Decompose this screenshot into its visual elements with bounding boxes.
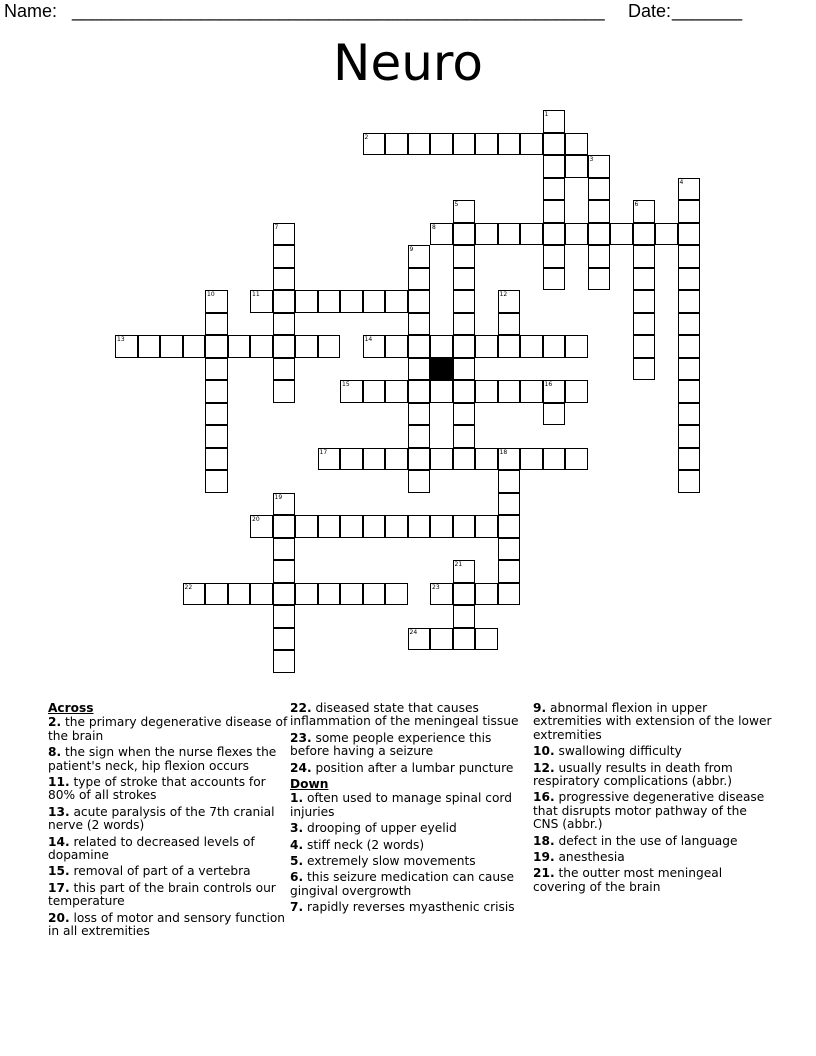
clue-item [48, 716, 288, 743]
grid-cell[interactable] [408, 313, 431, 336]
grid-cell[interactable] [138, 335, 161, 358]
grid-cell[interactable] [205, 358, 228, 381]
grid-cell[interactable] [543, 245, 566, 268]
clue-number-label: 17. [48, 880, 70, 895]
grid-cell[interactable] [543, 155, 566, 178]
grid-cell[interactable] [408, 290, 431, 313]
grid-cell[interactable] [273, 290, 296, 313]
grid-cell[interactable] [363, 335, 386, 358]
grid-cell[interactable] [543, 403, 566, 426]
grid-cell[interactable] [430, 448, 453, 471]
grid-cell[interactable] [453, 290, 476, 313]
clue-number-label: 14. [48, 834, 70, 849]
clue-number: 11 [252, 291, 260, 298]
grid-cell[interactable] [453, 358, 476, 381]
clue-item [48, 882, 288, 909]
clue-text: position after a lumbar puncture [311, 760, 514, 775]
grid-cell[interactable] [678, 290, 701, 313]
clue-text: the sign when the nurse flexes the patient's neck, hip flexion occurs [48, 745, 277, 773]
grid-cell[interactable] [318, 448, 341, 471]
clue-item [533, 702, 773, 742]
grid-cell[interactable] [565, 448, 588, 471]
clue-number-label: 1. [290, 791, 304, 806]
grid-cell[interactable] [520, 223, 543, 246]
grid-cell[interactable] [475, 515, 498, 538]
grid-cell[interactable] [498, 515, 521, 538]
grid-cell[interactable] [183, 335, 206, 358]
grid-cell[interactable] [205, 583, 228, 606]
clue-text: type of stroke that accounts for 80% of all strokes [48, 775, 266, 803]
grid-cell[interactable] [655, 223, 678, 246]
grid-cell[interactable] [363, 515, 386, 538]
grid-cell[interactable] [565, 335, 588, 358]
grid-cell[interactable] [273, 223, 296, 246]
grid-cell[interactable] [453, 628, 476, 651]
grid-cell[interactable] [453, 245, 476, 268]
grid-cell[interactable] [475, 223, 498, 246]
grid-cell[interactable] [453, 515, 476, 538]
clue-number: 10 [207, 291, 215, 298]
grid-cell[interactable] [340, 448, 363, 471]
grid-cell[interactable] [408, 470, 431, 493]
grid-cell[interactable] [205, 380, 228, 403]
clue-number-label: 8. [48, 745, 62, 760]
grid-cell[interactable] [498, 133, 521, 156]
clue-number-label: 23. [290, 730, 312, 745]
grid-cell[interactable] [250, 335, 273, 358]
grid-cell[interactable] [678, 268, 701, 291]
clue-number: 20 [252, 516, 260, 523]
clue-number-label: 20. [48, 910, 70, 925]
clue-number: 21 [454, 561, 463, 568]
grid-cell[interactable] [543, 335, 566, 358]
grid-cell[interactable] [453, 133, 476, 156]
grid-cell[interactable] [408, 245, 431, 268]
grid-cell[interactable] [588, 245, 611, 268]
clue-item [533, 745, 773, 758]
grid-cell[interactable] [385, 515, 408, 538]
clue-number-label: 16. [533, 790, 555, 805]
clue-number: 5 [454, 201, 459, 208]
grid-cell[interactable] [250, 515, 273, 538]
clue-text: related to decreased levels of dopamine [48, 834, 255, 863]
grid-cell[interactable] [543, 200, 566, 223]
clue-number: 4 [679, 178, 684, 186]
grid-cell[interactable] [475, 335, 498, 358]
grid-cell[interactable] [453, 448, 476, 471]
grid-cell[interactable] [295, 515, 318, 538]
clue-item [290, 871, 530, 898]
grid-cell[interactable] [498, 290, 521, 313]
clue-number: 18 [499, 448, 508, 456]
grid-cell[interactable] [678, 200, 701, 223]
grid-cell[interactable] [520, 380, 543, 403]
clue-number: 15 [342, 381, 350, 388]
grid-cell[interactable] [520, 133, 543, 156]
grid-cell[interactable] [273, 380, 296, 403]
clue-item [290, 839, 530, 852]
grid-cell[interactable] [295, 583, 318, 606]
grid-cell[interactable] [340, 290, 363, 313]
clue-number-label: 18. [533, 833, 555, 848]
grid-cell[interactable] [363, 583, 386, 606]
clue-number: 6 [634, 201, 639, 208]
black-square [430, 358, 453, 381]
grid-cell[interactable] [273, 493, 296, 516]
grid-cell[interactable] [453, 560, 476, 583]
clues-column-3 [533, 702, 773, 897]
clue-item [290, 901, 530, 914]
clue-number-label: 19. [533, 850, 555, 865]
clue-number: 2 [364, 133, 369, 141]
grid-cell[interactable] [453, 425, 476, 448]
grid-cell[interactable] [453, 313, 476, 336]
clue-item [48, 865, 288, 878]
grid-cell[interactable] [453, 335, 476, 358]
grid-cell[interactable] [273, 538, 296, 561]
grid-cell[interactable] [408, 515, 431, 538]
grid-cell[interactable] [588, 178, 611, 201]
grid-cell[interactable] [408, 133, 431, 156]
clue-item [533, 791, 773, 831]
name-blank[interactable]: ______________________________________________________ [72, 1, 605, 21]
grid-cell[interactable] [205, 470, 228, 493]
clue-number-label: 9. [533, 701, 547, 715]
clue-number: 14 [364, 336, 373, 343]
clue-item [290, 732, 530, 759]
grid-cell[interactable] [633, 245, 656, 268]
grid-cell[interactable] [678, 358, 701, 381]
clues-column-2 [290, 702, 530, 918]
grid-cell[interactable] [475, 380, 498, 403]
grid-cell[interactable] [408, 425, 431, 448]
grid-cell[interactable] [318, 335, 341, 358]
clue-number-label: 21. [533, 866, 555, 881]
clue-number-label: 3. [290, 821, 304, 836]
grid-cell[interactable] [498, 448, 521, 471]
grid-cell[interactable] [678, 178, 701, 201]
clue-text: defect in the use of language [554, 833, 738, 848]
grid-cell[interactable] [205, 313, 228, 336]
grid-cell[interactable] [678, 403, 701, 426]
grid-cell[interactable] [340, 515, 363, 538]
clue-text: removal of part of a vertebra [69, 864, 251, 879]
grid-cell[interactable] [408, 268, 431, 291]
clue-number-label: 12. [533, 760, 555, 775]
clue-item [48, 746, 288, 773]
clue-number-label: 5. [290, 854, 304, 869]
clue-item [533, 835, 773, 848]
clue-item [48, 912, 288, 939]
grid-cell[interactable] [475, 583, 498, 606]
grid-cell[interactable] [543, 178, 566, 201]
page-title: Neuro [333, 34, 483, 92]
date-blank[interactable]: _______ [672, 1, 743, 21]
grid-cell[interactable] [520, 448, 543, 471]
grid-cell[interactable] [363, 380, 386, 403]
clue-item [290, 822, 530, 835]
grid-cell[interactable] [430, 335, 453, 358]
clue-number: 7 [274, 223, 279, 231]
grid-cell[interactable] [498, 560, 521, 583]
clue-item [533, 867, 773, 894]
clue-number-label: 4. [290, 837, 304, 852]
clue-number: 16 [544, 381, 553, 388]
grid-cell[interactable] [295, 335, 318, 358]
clue-item [533, 762, 773, 789]
grid-cell[interactable] [340, 583, 363, 606]
grid-cell[interactable] [633, 313, 656, 336]
grid-cell[interactable] [408, 380, 431, 403]
grid-cell[interactable] [430, 223, 453, 246]
grid-cell[interactable] [543, 448, 566, 471]
grid-cell[interactable] [408, 358, 431, 381]
clue-number: 12 [499, 291, 508, 298]
grid-cell[interactable] [633, 358, 656, 381]
grid-cell[interactable] [115, 335, 138, 358]
clues-column-1 [48, 702, 288, 942]
clue-text: anesthesia [554, 850, 625, 865]
grid-cell[interactable] [565, 380, 588, 403]
clue-text: usually results in death from respiratory complications (abbr.) [533, 760, 733, 789]
grid-cell[interactable] [588, 155, 611, 178]
grid-cell[interactable] [678, 313, 701, 336]
clue-item [290, 792, 530, 819]
grid-cell[interactable] [610, 223, 633, 246]
clue-number-label: 10. [533, 744, 555, 759]
grid-cell[interactable] [453, 268, 476, 291]
grid-cell[interactable] [453, 583, 476, 606]
grid-cell[interactable] [273, 313, 296, 336]
grid-cell[interactable] [250, 290, 273, 313]
grid-cell[interactable] [205, 448, 228, 471]
grid-cell[interactable] [273, 335, 296, 358]
clue-text: some people experience this before having a seizure [290, 730, 492, 759]
grid-cell[interactable] [678, 425, 701, 448]
grid-cell[interactable] [678, 335, 701, 358]
grid-cell[interactable] [228, 335, 251, 358]
grid-cell[interactable] [430, 133, 453, 156]
clue-text: this seizure medication can cause gingival overgrowth [290, 870, 514, 898]
clue-text: abnormal flexion in upper extremities with extension of the lower extremities [533, 701, 772, 742]
grid-cell[interactable] [250, 583, 273, 606]
clue-number-label: 7. [290, 900, 304, 915]
grid-cell[interactable] [498, 493, 521, 516]
clue-text: acute paralysis of the 7th cranial nerve (2 words) [48, 804, 275, 833]
date-label: Date: [628, 1, 672, 21]
grid-cell[interactable] [678, 223, 701, 246]
grid-cell[interactable] [273, 605, 296, 628]
grid-cell[interactable] [408, 403, 431, 426]
grid-cell[interactable] [453, 403, 476, 426]
grid-cell[interactable] [205, 403, 228, 426]
clue-number: 19 [274, 493, 283, 501]
grid-cell[interactable] [678, 245, 701, 268]
grid-cell[interactable] [385, 448, 408, 471]
grid-cell[interactable] [385, 335, 408, 358]
grid-cell[interactable] [633, 335, 656, 358]
section-heading-down: Down [290, 777, 329, 792]
grid-cell[interactable] [453, 380, 476, 403]
grid-cell[interactable] [273, 650, 296, 673]
clue-number: 22 [184, 583, 193, 591]
clue-text: this part of the brain controls our temperature [48, 880, 276, 909]
grid-cell[interactable] [273, 515, 296, 538]
clue-text: drooping of upper eyelid [303, 821, 457, 836]
grid-cell[interactable] [408, 628, 431, 651]
grid-cell[interactable] [273, 358, 296, 381]
grid-cell[interactable] [498, 380, 521, 403]
clue-number-label: 15. [48, 864, 70, 879]
grid-cell[interactable] [273, 560, 296, 583]
clue-number: 1 [544, 111, 549, 118]
grid-cell[interactable] [565, 223, 588, 246]
clue-number: 23 [432, 583, 440, 591]
clue-text: extremely slow movements [303, 854, 476, 869]
grid-cell[interactable] [453, 605, 476, 628]
clue-text: loss of motor and sensory function in all extremities [48, 910, 286, 939]
grid-cell[interactable] [453, 223, 476, 246]
grid-cell[interactable] [318, 515, 341, 538]
grid-cell[interactable] [520, 335, 543, 358]
grid-cell[interactable] [678, 470, 701, 493]
clue-text: stiff neck (2 words) [303, 837, 425, 852]
grid-cell[interactable] [363, 448, 386, 471]
clue-number-label: 2. [48, 715, 62, 730]
grid-cell[interactable] [453, 200, 476, 223]
grid-cell[interactable] [633, 268, 656, 291]
clue-text: progressive degenerative disease that disrupts motor pathway of the CNS (abbr.) [533, 790, 765, 832]
grid-cell[interactable] [498, 223, 521, 246]
grid-cell[interactable] [385, 583, 408, 606]
grid-cell[interactable] [295, 290, 318, 313]
clue-text: diseased state that causes inflammation of the meningeal tissue [290, 701, 519, 729]
grid-cell[interactable] [678, 380, 701, 403]
grid-cell[interactable] [273, 583, 296, 606]
grid-cell[interactable] [160, 335, 183, 358]
clue-item [290, 855, 530, 868]
grid-cell[interactable] [498, 470, 521, 493]
clue-text: swallowing difficulty [554, 744, 682, 759]
clue-item [48, 806, 288, 833]
clue-number-label: 24. [290, 760, 312, 775]
grid-cell[interactable] [385, 380, 408, 403]
clue-text: rapidly reverses myasthenic crisis [303, 900, 515, 915]
grid-cell[interactable] [205, 425, 228, 448]
clue-item [48, 776, 288, 803]
grid-cell[interactable] [543, 110, 566, 133]
clue-item [290, 762, 530, 775]
grid-cell[interactable] [475, 448, 498, 471]
grid-cell[interactable] [565, 133, 588, 156]
grid-cell[interactable] [273, 268, 296, 291]
grid-cell[interactable] [228, 583, 251, 606]
clue-text: often used to manage spinal cord injuries [290, 791, 512, 819]
section-heading-across: Across [48, 701, 94, 715]
grid-cell[interactable] [543, 380, 566, 403]
clue-number: 8 [432, 223, 436, 231]
grid-cell[interactable] [543, 133, 566, 156]
grid-cell[interactable] [205, 335, 228, 358]
grid-cell[interactable] [183, 583, 206, 606]
grid-cell[interactable] [633, 200, 656, 223]
grid-cell[interactable] [498, 583, 521, 606]
grid-cell[interactable] [430, 628, 453, 651]
name-label: Name: [4, 1, 58, 21]
grid-cell[interactable] [498, 538, 521, 561]
grid-cell[interactable] [430, 380, 453, 403]
clue-number: 9 [409, 246, 414, 253]
grid-cell[interactable] [340, 380, 363, 403]
grid-cell[interactable] [430, 515, 453, 538]
grid-cell[interactable] [588, 200, 611, 223]
grid-cell[interactable] [408, 448, 431, 471]
clue-text: the primary degenerative disease of the brain [48, 715, 288, 743]
grid-cell[interactable] [385, 290, 408, 313]
grid-cell[interactable] [475, 628, 498, 651]
grid-cell[interactable] [475, 133, 498, 156]
clue-item [533, 851, 773, 864]
grid-cell[interactable] [273, 245, 296, 268]
clue-number: 24 [409, 628, 418, 636]
clue-number: 17 [319, 448, 328, 456]
clue-number: 3 [589, 156, 594, 163]
grid-cell[interactable] [678, 448, 701, 471]
clue-text: the outter most meningeal covering of the brain [533, 866, 723, 894]
grid-cell[interactable] [430, 583, 453, 606]
clue-item [290, 702, 530, 729]
grid-cell[interactable] [543, 223, 566, 246]
clue-number-label: 6. [290, 870, 304, 885]
grid-cell[interactable] [565, 155, 588, 178]
grid-cell[interactable] [498, 335, 521, 358]
clue-number-label: 11. [48, 775, 70, 790]
clue-item [48, 836, 288, 863]
grid-cell[interactable] [363, 133, 386, 156]
clue-number-label: 13. [48, 804, 70, 819]
grid-cell[interactable] [318, 290, 341, 313]
grid-cell[interactable] [318, 583, 341, 606]
grid-cell[interactable] [408, 335, 431, 358]
grid-cell[interactable] [588, 223, 611, 246]
grid-cell[interactable] [588, 268, 611, 291]
grid-cell[interactable] [273, 628, 296, 651]
grid-cell[interactable] [498, 313, 521, 336]
grid-cell[interactable] [205, 290, 228, 313]
grid-cell[interactable] [543, 268, 566, 291]
grid-cell[interactable] [633, 290, 656, 313]
grid-cell[interactable] [385, 133, 408, 156]
clue-number-label: 22. [290, 701, 312, 715]
grid-cell[interactable] [633, 223, 656, 246]
clue-number: 13 [117, 336, 125, 343]
grid-cell[interactable] [363, 290, 386, 313]
